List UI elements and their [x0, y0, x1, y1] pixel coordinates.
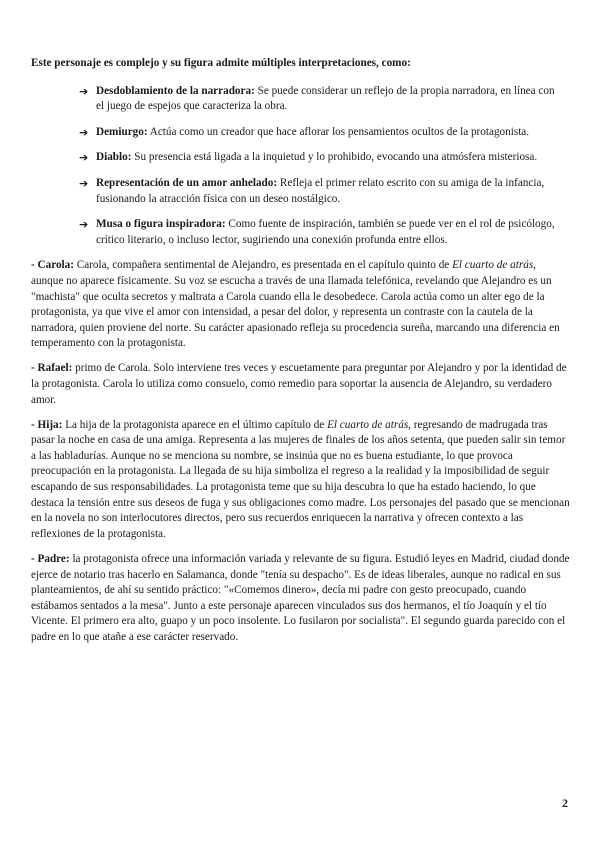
arrow-right-icon: ➔ — [79, 84, 89, 98]
list-item: ➔ Musa o figura inspiradora: Como fuente de inspiración, también se puede ver en el rol de psicólogo, crítico literario, o incluso lector, sugiriendo una conexión profunda entre ellos. — [79, 218, 555, 246]
list-item: ➔ Representación de un amor anhelado: Refleja el primer relato escrito con su amiga de la infancia, fusionando la atracción física con un deseo nostálgico. — [79, 176, 545, 205]
interpretations-list — [31, 84, 571, 249]
arrow-right-icon: ➔ — [79, 125, 89, 139]
arrow-right-icon: ➔ — [79, 151, 89, 165]
arrow-right-icon: ➔ — [79, 218, 89, 232]
arrow-right-icon: ➔ — [79, 176, 89, 190]
list-item: ➔ Demiurgo: Actúa como un creador que hace aflorar los pensamientos ocultos de la protagonista. — [79, 125, 530, 139]
book-title: El cuarto de atrás — [327, 418, 409, 431]
list-item: ➔ Desdoblamiento de la narradora: Se puede considerar un reflejo de la propia narradora, en línea con el juego de espejos que caracteriza la obra. — [79, 84, 555, 113]
paragraph-rafael: - Rafael: primo de Carola. Solo interviene tres veces y escuetamente para preguntar por Alejandro y por la identidad de la protagonista. Carola lo utiliza como consuelo, como remedio para soportar la ausencia de Alejandro, su verdadero amor. — [31, 362, 567, 406]
book-title: El cuarto de atrás — [452, 259, 534, 272]
paragraph-hija: - Hija: La hija de la protagonista aparece en el último capítulo de El cuarto de atrás, regresando de madrugada tras pasar la noche en casa de una amiga. Representa a las mujeres de finales de los años setenta, que pueden salir sin temor a las habladurías. Aunque no se menciona su nombre, se insinúa que no es buena estudiante, lo que provoca preocupación en la protagonista. La llegada de su hija simboliza el regreso a la realidad y la imposibilidad de seguir escapando de sus responsabilidades. La protagonista teme que su hija descubra lo que ha estado haciendo, lo que destaca la tensión entre sus deseos de fuga y sus obligaciones como madre. Los personajes del pasado que se mencionan en la novela no son interlocutores directos, pero sus recuerdos enriquecen la narrativa y ofrecen contexto a las reflexiones de la protagonista. — [31, 418, 570, 540]
paragraph-carola: - Carola: Carola, compañera sentimental de Alejandro, es presentada en el capítulo quinto de El cuarto de atrás, aunque no aparece físicamente. Su voz se escucha a través de una llamada telefónica, revelando que Alejandro es un "machista" que oculta secretos y maltrata a Carola cuando ella le desobedece. Carola actúa como un alter ego de la protagonista, ya que vive el amor con intensidad, a pesar del dolor, y representa un contraste con la cautela de la narradora, quien proviene del norte. Su carácter apasionado refleja su procedencia sureña, marcando una diferencia en temperamento con la protagonista. — [31, 259, 560, 350]
paragraph-padre: - Padre: la protagonista ofrece una información variada y relevante de su figura. Estudió leyes en Madrid, ciudad donde ejerce de notario tras hacerlo en Salamanca, donde "tenía su despacho". Es de ideas liberales, aunque no radical en sus planteamientos, de ahí su sentido práctico: "«Comemos dinero», decía mi padre con gesto preocupado, cuando estábamos sentados a la mesa". Junto a este personaje aparecen vinculados sus dos hermanos, el tío Joaquín y el tío Vicente. El primero era alto, guapo y un poco insolente. Lo fusilaron por socialista". El segundo guarda parecido con el padre en lo que atañe a ese carácter reservado. — [31, 552, 570, 643]
page-number: 2 — [562, 796, 568, 810]
list-item: ➔ Diablo: Su presencia está ligada a la inquietud y lo prohibido, evocando una atmósfera misteriosa. — [79, 151, 538, 165]
intro-heading: Este personaje es complejo y su figura admite múltiples interpretaciones, como: — [31, 57, 411, 69]
document-page — [31, 56, 571, 655]
